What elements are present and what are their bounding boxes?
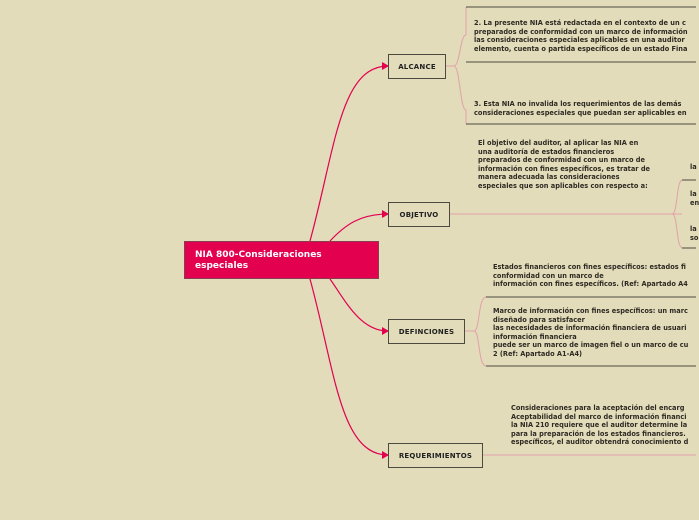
text-line: Estados financieros con fines específicos: estados fi	[493, 263, 686, 271]
topic-alcance-label: ALCANCE	[398, 62, 436, 71]
text-line: la NIA 210 requiere que el auditor determine la	[511, 421, 688, 430]
text-line: para la preparación de los estados financieros.	[511, 429, 686, 438]
text-line: las consideraciones especiales aplicables en una auditor	[474, 36, 685, 45]
definicion-marco-informacion[interactable]	[493, 307, 688, 359]
central-topic-label: NIA 800-Consideraciones especiales	[195, 250, 322, 271]
text-line: elemento, cuenta o partida específicos de un estado Fina	[474, 44, 688, 53]
text-line: 2 (Ref: Apartado A1-A4)	[493, 349, 583, 358]
text-line: específicos, el auditor obtendrá conocimiento d	[511, 438, 689, 447]
topic-requerimientos[interactable]	[388, 443, 483, 468]
objetivo-text[interactable]: El objetivo del auditor, al aplicar las NIA en una auditoría de estados financieros preparados de conformidad con un marco de información con fines específicos, es tratar de manera adecuada las consideraciones especiales que son aplicables con respecto a:	[478, 139, 651, 190]
text-line: las necesidades de información financiera de usuari	[493, 324, 687, 333]
link-root-objetivo	[330, 214, 388, 241]
text-line: consideraciones especiales que puedan ser aplicables en	[474, 108, 687, 117]
link-root-requerimientos	[310, 279, 388, 455]
alcance-paragraph-3[interactable]	[474, 100, 687, 117]
text-line: puede ser un marco de imagen fiel o un marco de cu	[493, 341, 689, 350]
topic-requerimientos-label: REQUERIMIENTOS	[398, 451, 473, 460]
topic-objetivo-label: OBJETIVO	[399, 210, 439, 219]
topic-definiciones-label: DEFINCIONES	[398, 327, 455, 336]
text-line: Aceptabilidad del marco de información financi	[511, 412, 687, 421]
objetivo-sub-2[interactable]: la en	[690, 190, 699, 207]
link-def-d1	[465, 297, 486, 331]
link-root-definiciones	[330, 279, 388, 331]
text-line: Marco de información con fines específicos: un marc	[493, 307, 688, 315]
objetivo-sub-1[interactable]: la	[690, 163, 697, 171]
objetivo-sub-3[interactable]: la so	[690, 225, 699, 242]
central-topic[interactable]	[184, 241, 379, 279]
topic-objetivo[interactable]	[388, 202, 450, 227]
text-line: diseñado para satisfacer	[493, 315, 585, 324]
link-alcance-p3	[454, 66, 466, 124]
text-line: información con fines específicos. (Ref: Apartado A4	[493, 280, 688, 289]
link-def-d2	[474, 331, 486, 366]
requerimientos-text[interactable]	[511, 404, 688, 447]
text-line: 3. Esta NIA no invalida los requerimientos de las demás	[474, 100, 682, 108]
text-line: 2. La presente NIA está redactada en el contexto de un c	[474, 19, 686, 27]
link-alcance-p2	[446, 7, 466, 66]
text-line: conformidad con un marco de	[493, 271, 604, 280]
text-line: Consideraciones para la aceptación del encarg	[511, 404, 685, 412]
topic-definiciones[interactable]	[388, 319, 465, 344]
text-line: información financiera	[493, 332, 577, 341]
topic-alcance[interactable]	[388, 54, 446, 79]
text-line: preparados de conformidad con un marco de información	[474, 27, 688, 36]
definicion-estados-financieros[interactable]	[493, 263, 688, 289]
alcance-paragraph-2[interactable]	[474, 19, 688, 53]
